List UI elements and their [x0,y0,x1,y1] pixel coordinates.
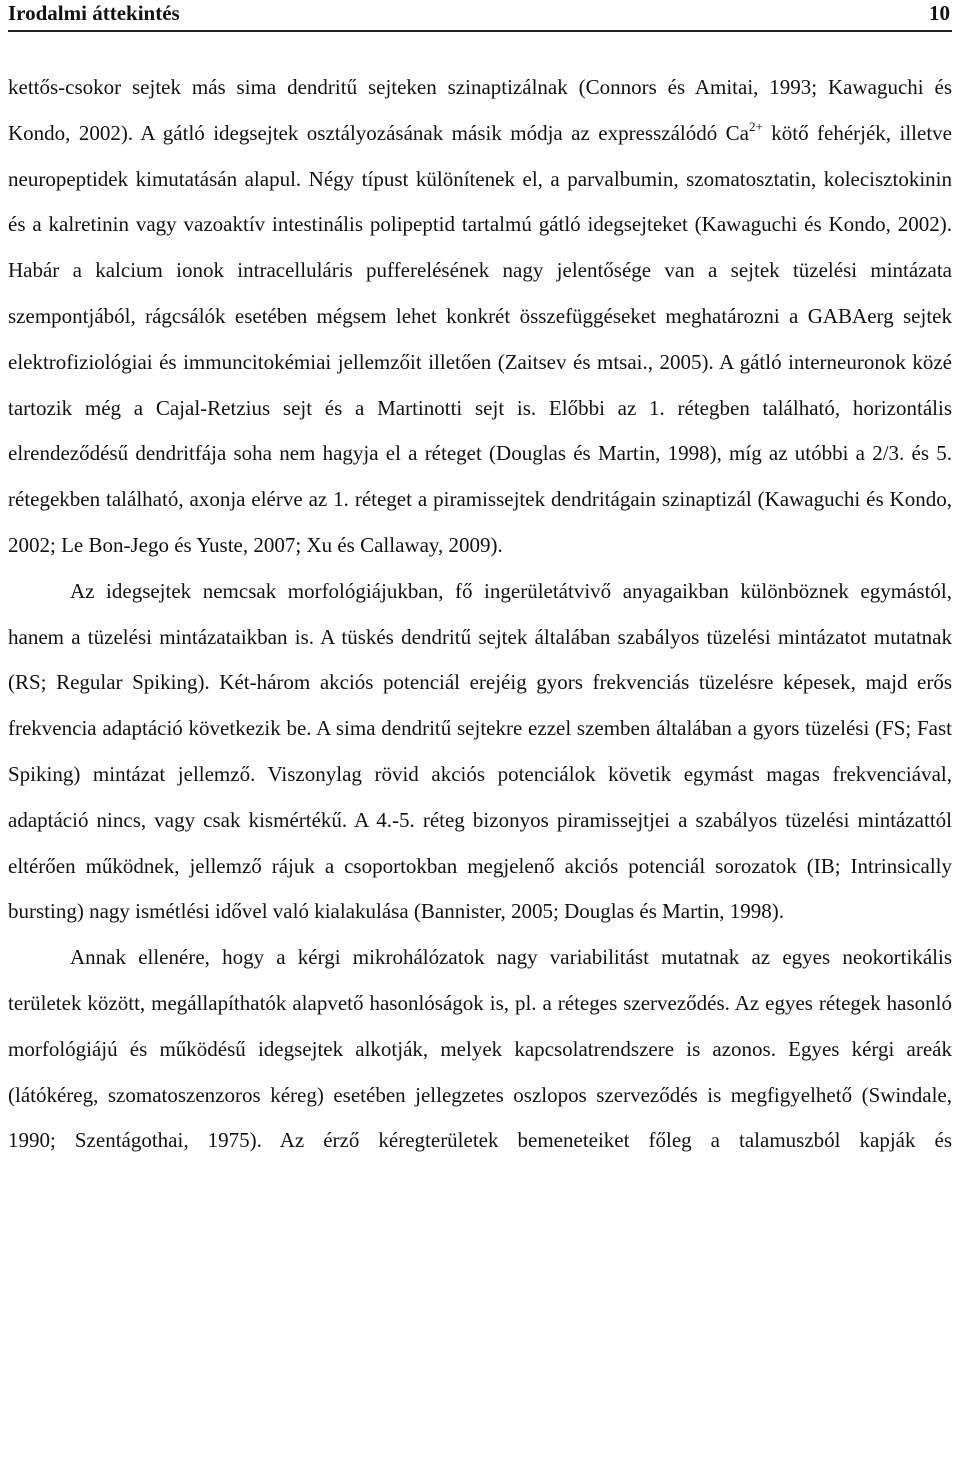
text-line: kettős-csokor sejtek más sima dendritű sejteken szinaptizálnak (Connors és Amitai, 1993; [8,75,818,99]
text-line: utóbbi a 2/3. és 5. rétegekben található, axonja elérve az 1. réteget a piramissejtek [8,441,952,512]
text-line: 1998). [729,899,785,924]
text-line: általában szabályos tüzelési mintázatot mutatnak (RS; Regular Spiking). Két-három [8,624,952,695]
text-fragment: expresszálódó Ca [598,120,749,145]
text-line: tüzelési mintázata szempontjából, rágcsálók esetében mégsem lehet konkrét [8,258,952,328]
text-line: akciós potenciál erejéig gyors frekvenciás tüzelésre képesek, majd erős frekvencia [8,670,953,741]
text-line: szerveződés. Az egyes rétegek hasonló morfológiájú és működésű idegsejtek alkotják, [8,990,953,1061]
text-line: elrendeződésű dendritfája soha nem hagyja el a réteget (Douglas és Martin, 1998), míg az [8,441,788,466]
text-line: kéreg) esetében jellegzetes oszlopos szerveződés is megfigyelhető (Swindale, 1990; [8,1082,952,1153]
text-line: követik egymást magas frekvenciával, adaptáció nincs, vagy csak kismértékű. A [8,761,952,832]
text-line: különböznek egymástól, hanem a tüzelési mintázataikban is. A tüskés dendritű sejtek [8,578,952,649]
page-number: 10 [929,1,950,25]
text-line: összefüggéseket meghatározni a GABAerg sejtek elektrofiziológiai és immuncitokémiai [8,303,952,374]
superscript-charge: 2+ [748,118,763,134]
text-line: különítenek el, a parvalbumin, szomatosztatin, kolecisztokinin és a kalretinin vagy [8,166,952,237]
text-line: jellemző rájuk a csoportokban megjelenő akciós potenciál sorozatok (IB; Intrinsically [189,853,953,878]
text-line: jellemzőit illetően (Zaitsev és mtsai., 2005). A gátló interneuronok közé tartozik még a [8,349,952,420]
paragraph-2 [8,569,952,935]
text-line: melyek kapcsolatrendszere is azonos. Egyes kérgi areák (látókéreg, szomatoszenzoros [8,1036,953,1107]
text-line: neokortikális területek között, megállapíthatók alapvető hasonlóságok is, pl. a réteges [8,945,952,1015]
paragraph-3 [8,935,952,1164]
text-line: Az idegsejtek nemcsak morfológiájukban, fő ingerületátvivő anyagaikban [70,578,729,603]
text-line: Cajal-Retzius sejt és a Martinotti sejt is. Előbbi az 1. rétegben található, horizontális [155,395,952,420]
text-line: Szentágothai, 1975). Az érző kéregterületek bemeneteiket főleg a talamuszból kapják és [74,1128,952,1153]
text-line: Callaway, 2009). [360,532,503,557]
text-line: vazoaktív intestinális polipeptid tartalmú gátló idegsejteket (Kawaguchi és Kondo, 2002). [183,212,953,237]
body-text [8,65,952,1164]
text-line: Kawaguchi és Kondo, 2002). A gátló idegsejtek osztályozásának másik módja az [8,75,952,145]
text-line: Habár a kalcium ionok intracelluláris pufferelésének nagy jelentősége van a sejtek [8,258,780,283]
text-line: 4.-5. réteg bizonyos piramissejtjei a szabályos tüzelési mintázattól eltérően működnek, [8,807,952,878]
text-line: bursting) nagy ismétlési idővel való kialakulása (Bannister, 2005; Douglas és Martin, [8,899,725,924]
text-line: adaptáció következik be. A sima dendritű sejtekre ezzel szemben általában a gyors [102,716,800,741]
section-title: Irodalmi áttekintés [8,1,180,25]
text-fragment: kötő fehérjék, illetve neuropeptidek kimutatásán alapul. Négy típust [8,120,952,191]
text-line: dendritágain szinaptizál (Kawaguchi és Kondo, 2002; Le Bon-Jego és Yuste, 2007; Xu és [8,487,952,557]
running-header [8,0,952,32]
text-line: tüzelési (FS; Fast Spiking) mintázat jellemző. Viszonylag rövid akciós potenciálok [8,716,952,786]
paragraph-1 [8,65,952,569]
text-line: Annak ellenére, hogy a kérgi mikrohálózatok nagy variabilitást mutatnak az egyes [70,945,831,970]
